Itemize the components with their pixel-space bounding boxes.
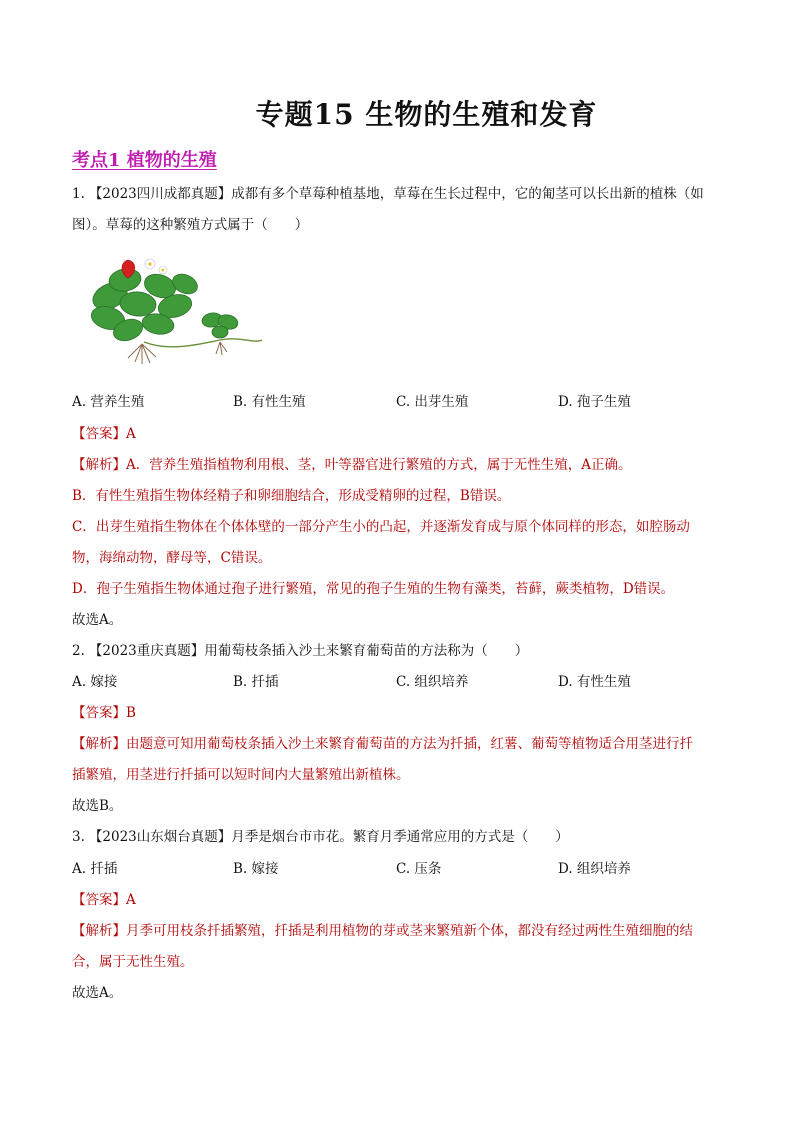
q1-option-b: B. 有性生殖 [233,394,306,410]
question-number: 2. [72,643,85,659]
q2-option-a: A. 嫁接 [72,674,118,690]
document-title: 专题15 生物的生殖和发育 [255,98,598,131]
q3-analysis-line-1: 【解析】月季可用枝条扦插繁殖，扦插是利用植物的芽或茎来繁殖新个体，都没有经过两性生殖细胞的结 [72,923,693,939]
q1-answer: 【答案】A [72,426,136,442]
q1-analysis-line-1: 【解析】A．营养生殖指植物利用根、茎，叶等器官进行繁殖的方式，属于无性生殖，A正确。 [72,457,632,473]
question-number: 3. [72,829,85,845]
strawberry-flowers [145,259,167,274]
q3-option-d: D. 组织培养 [558,861,631,877]
q3-option-a: A. 扦插 [72,861,118,877]
question-text: 【2023山东烟台真题】月季是烟台市市花。繁育月季通常应用的方式是（ ） [88,829,569,845]
strawberry-runner [144,339,262,347]
q2-conclusion: 故选B。 [72,798,123,814]
q3-option-b: B. 嫁接 [233,861,279,877]
q1-analysis-line-5: D．孢子生殖指生物体通过孢子进行繁殖，常见的孢子生殖的生物有藻类，苔藓，蕨类植物，D错误。 [72,581,675,597]
question-1-stem-line-1 [72,184,723,204]
question-text: 【2023四川成都真题】成都有多个草莓种植基地，草莓在生长过程中，它的匍茎可以长出新的植株（如 [88,186,704,202]
section-heading: 考点1 植物的生殖 [72,150,217,171]
strawberry-roots [128,342,227,364]
q1-analysis-line-4: 物，海绵动物，酵母等，C错误。 [72,550,272,566]
question-3-stem [72,827,723,847]
question-number: 1. [72,186,85,202]
strawberry-plant-figure [80,244,270,369]
q3-answer: 【答案】A [72,892,136,908]
q1-option-d: D. 孢子生殖 [558,394,631,410]
q3-conclusion: 故选A。 [72,985,123,1001]
q3-option-c: C. 压条 [396,861,442,877]
question-2-stem [72,641,723,661]
q3-analysis-line-2: 合，属于无性生殖。 [72,954,194,970]
q1-analysis-line-3: C．出芽生殖指生物体在个体体壁的一部分产生小的凸起，并逐渐发育成与原个体同样的形态，如腔肠动 [72,519,690,535]
q2-answer: 【答案】B [72,705,136,721]
q1-analysis-line-2: B．有性生殖指生物体经精子和卵细胞结合，形成受精卵的过程，B错误。 [72,488,511,504]
strawberry-leaves [89,266,240,344]
q2-analysis-line-2: 插繁殖，用茎进行扦插可以短时间内大量繁殖出新植株。 [72,767,410,783]
q1-option-c: C. 出芽生殖 [396,394,469,410]
q2-option-c: C. 组织培养 [396,674,469,690]
q2-option-b: B. 扦插 [233,674,279,690]
question-text: 【2023重庆真题】用葡萄枝条插入沙土来繁育葡萄苗的方法称为（ ） [88,643,529,659]
q2-analysis-line-1: 【解析】由题意可知用葡萄枝条插入沙土来繁育葡萄苗的方法为扦插，红薯、葡萄等植物适合用茎进行扦 [72,736,693,752]
q1-option-a: A. 营养生殖 [72,394,145,410]
q2-option-d: D. 有性生殖 [558,674,631,690]
q1-conclusion: 故选A。 [72,612,123,628]
question-1-stem-line-2: 图）。草莓的这种繁殖方式属于（ ） [72,217,309,233]
